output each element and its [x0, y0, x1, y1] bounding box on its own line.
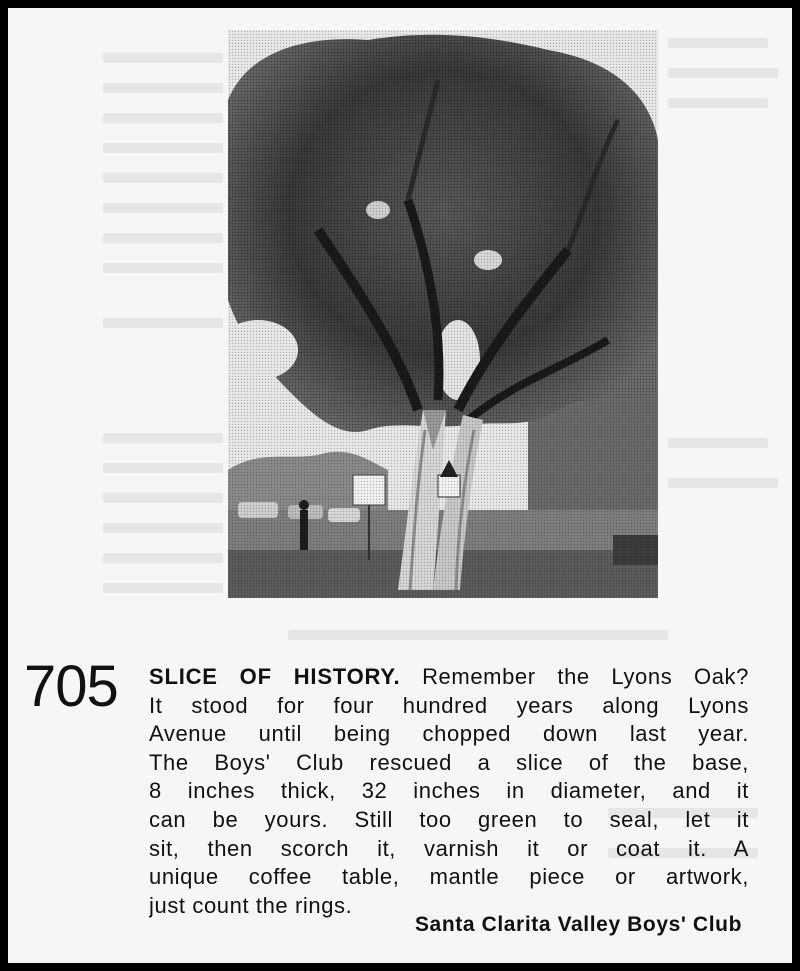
oak-tree-photo — [228, 30, 658, 598]
ad-line: The Boys' Club rescued a slice of the base, — [149, 749, 749, 775]
ad-line: Avenue until being chopped down last year. — [149, 721, 749, 747]
ad-headline: SLICE OF HISTORY. — [149, 664, 401, 689]
ad-first-line-rest: Remember the Lyons Oak? — [400, 664, 749, 689]
ad-line: unique coffee table, mantle piece or artwork, — [149, 864, 749, 890]
ad-line: sit, then scorch it, varnish it or coat it. A — [149, 835, 749, 861]
catalog-page — [8, 8, 792, 963]
ad-first-line — [149, 663, 749, 692]
ad-signature: Santa Clarita Valley Boys' Club — [414, 913, 742, 936]
ad-line: It stood for four hundred years along Lyons — [149, 692, 749, 718]
ad-number: 705 — [24, 654, 118, 719]
ad-line: just count the rings. — [149, 892, 353, 918]
ad-line: 8 inches thick, 32 inches in diameter, and it — [149, 778, 749, 804]
ad-line: can be yours. Still too green to seal, let it — [149, 806, 749, 832]
ad-body — [149, 663, 749, 920]
